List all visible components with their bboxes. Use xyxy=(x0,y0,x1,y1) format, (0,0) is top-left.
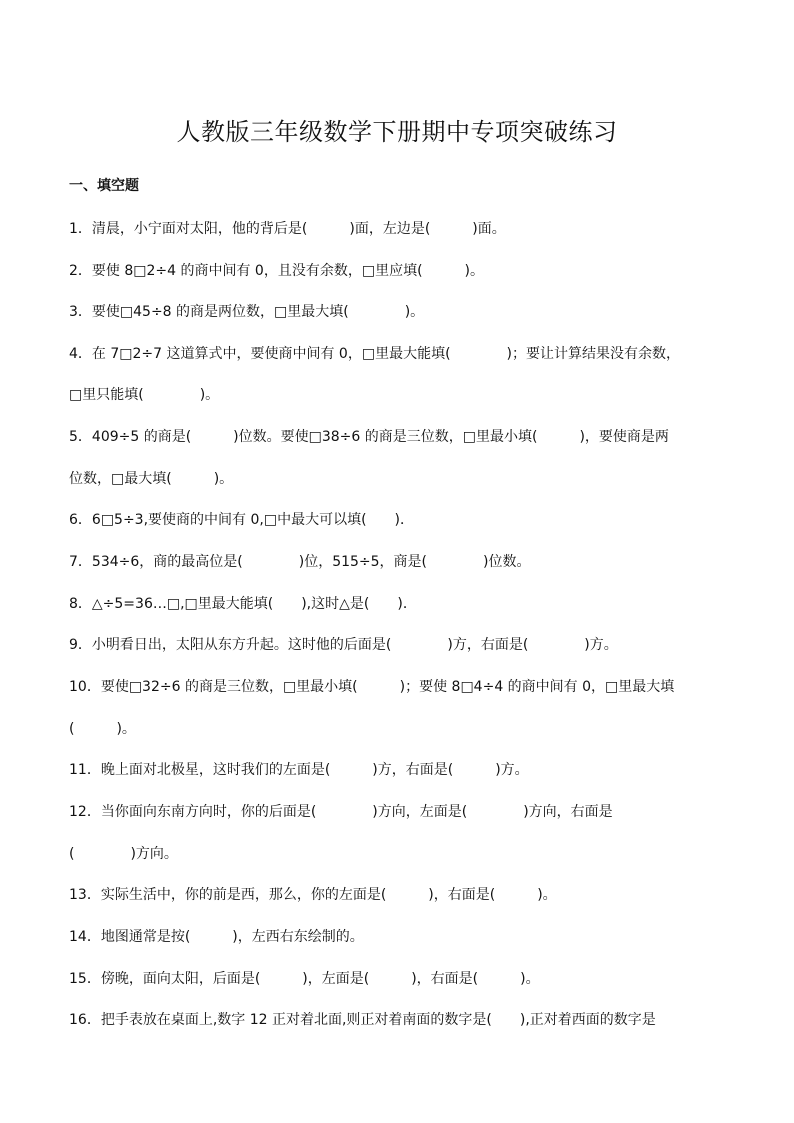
section-heading: 一、填空题 xyxy=(69,178,139,194)
page-title: 人教版三年级数学下册期中专项突破练习 xyxy=(176,118,618,146)
question-line: 1．清晨，小宁面对太阳，他的背后是( )面，左边是( )面。 xyxy=(69,221,506,237)
question-line: ( )。 xyxy=(69,721,136,737)
question-line: 7．534÷6，商的最高位是( )位，515÷5，商是( )位数。 xyxy=(69,554,531,570)
question-line: □里只能填( )。 xyxy=(69,387,220,403)
question-line: 15．傍晚，面向太阳，后面是( )，左面是( )，右面是( )。 xyxy=(69,971,540,987)
question-line: 3．要使□45÷8 的商是两位数，□里最大填( )。 xyxy=(69,304,425,320)
question-line: 14．地图通常是按( )，左西右东绘制的。 xyxy=(69,929,364,945)
question-line: 8．△÷5=36…□,□里最大能填( ),这时△是( )． xyxy=(69,596,417,612)
question-line: 12．当你面向东南方向时，你的后面是( )方向，左面是( )方向，右面是 xyxy=(69,804,613,820)
question-line: 13．实际生活中，你的前是西，那么，你的左面是( )，右面是( )。 xyxy=(69,887,557,903)
question-line: 4．在 7□2÷7 这道算式中，要使商中间有 0，□里最大能填( )；要让计算结果没有余数， xyxy=(69,346,680,362)
question-line: 2．要使 8□2÷4 的商中间有 0，且没有余数，□里应填( )。 xyxy=(69,263,484,279)
question-line: 位数，□最大填( )。 xyxy=(69,471,234,487)
question-line: 9．小明看日出，太阳从东方升起。这时他的后面是( )方，右面是( )方。 xyxy=(69,637,618,653)
question-line: 6．6□5÷3,要使商的中间有 0,□中最大可以填( )． xyxy=(69,512,414,528)
question-line: 10．要使□32÷6 的商是三位数，□里最小填( )；要使 8□4÷4 的商中间有 0，□里最大填 xyxy=(69,679,675,695)
question-line: 5．409÷5 的商是( )位数。要使□38÷6 的商是三位数，□里最小填( )，要使商是两 xyxy=(69,429,669,445)
question-line: ( )方向。 xyxy=(69,846,178,862)
question-line: 16．把手表放在桌面上,数字 12 正对着北面,则正对着南面的数字是( ),正对着西面的数字是 xyxy=(69,1012,656,1028)
question-line: 11．晚上面对北极星，这时我们的左面是( )方，右面是( )方。 xyxy=(69,762,529,778)
